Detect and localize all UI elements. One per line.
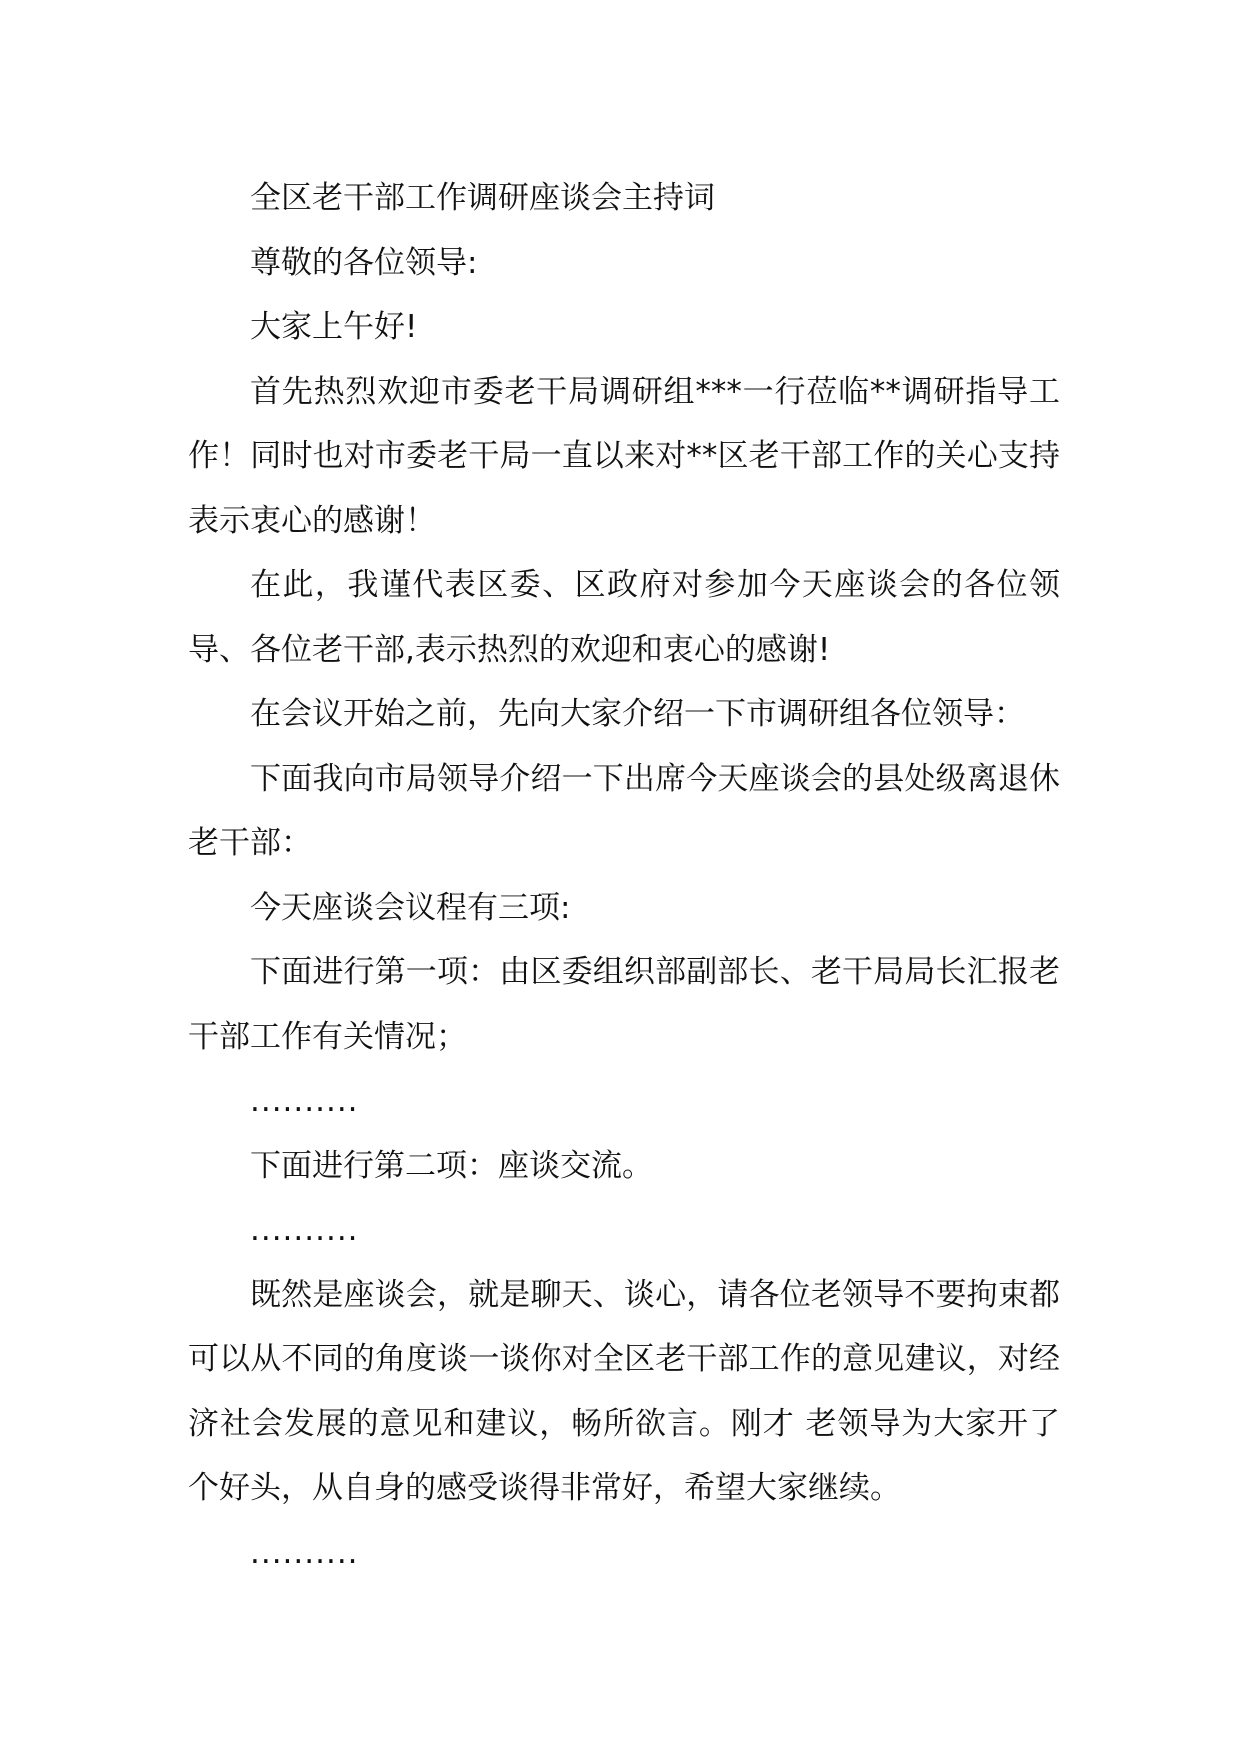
introduction-paragraph: 在会议开始之前，先向大家介绍一下市调研组各位领导： [250,696,1025,732]
ellipsis-line: .......... [250,1534,359,1571]
discussion-paragraph: 既然是座谈会，就是聊天、谈心，请各位老领导不要拘束都可以从不同的角度谈一谈你对全区老干部工作的意见建议，对经济社会发展的意见和建议，畅所欲言。刚才 老领导为大家开了个好头，从自身的感受谈得非常好，希望大家继续。 [188,1276,1060,1506]
document-title: 全区老干部工作调研座谈会主持词 [250,180,715,216]
greeting: 大家上午好! [250,309,418,345]
agenda-item-one: 下面进行第一项：由区委组织部副部长、老干局局长汇报老干部工作有关情况； [188,954,1060,1055]
cadre-introduction-paragraph: 下面我向市局领导介绍一下出席今天座谈会的县处级离退休老干部： [188,760,1060,861]
salutation: 尊敬的各位领导: [250,244,478,281]
agenda-item-two: 下面进行第二项：座谈交流。 [250,1147,653,1184]
ellipsis-line: .......... [250,1083,359,1119]
thanks-paragraph: 在此，我谨代表区委、区政府对参加今天座谈会的各位领导、各位老干部,表示热烈的欢迎和衷心的感谢! [188,567,1060,668]
ellipsis-line: .......... [250,1212,359,1248]
welcome-paragraph: 首先热烈欢迎市委老干局调研组***一行莅临**调研指导工作！同时也对市委老干局一直以来对**区老干部工作的关心支持表示衷心的感谢！ [188,373,1060,539]
document-body [188,166,1060,1585]
agenda-paragraph: 今天座谈会议程有三项: [250,889,571,926]
